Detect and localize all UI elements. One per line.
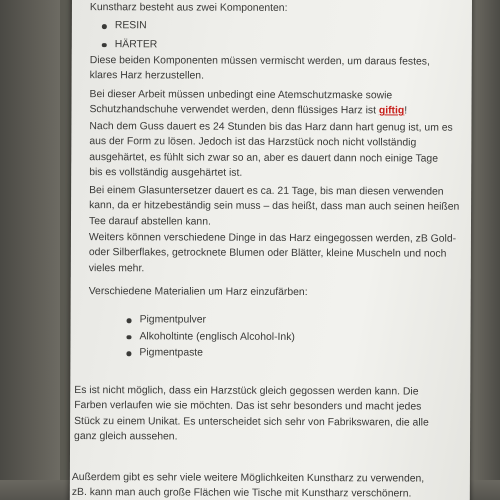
text-line: ganz gleich aussehen. <box>74 430 178 443</box>
text-segment: Schutzhandschuhe verwendet werden, denn flüssiges Harz ist <box>89 104 379 117</box>
text-segment: ! <box>404 105 408 117</box>
text-line: Stück zu einem Unikat. Es unterscheidet sich sehr von Fabrikswaren, die alle <box>74 415 429 429</box>
text-line: ausgehärtet, es fühlt sich zwar so an, aber es dauert dann noch einige Tage <box>89 151 439 165</box>
text-line: klares Harz herzustellen. <box>89 70 205 82</box>
list-item: HÄRTER <box>102 36 158 55</box>
paragraph-mixing <box>90 53 458 85</box>
text-line: Tee darauf abstellen kann. <box>88 215 211 228</box>
text-line: Farben verlaufen wie sie möchten. Das ist sehr besonders und macht jedes <box>74 400 422 413</box>
text-line: Bei einem Glasuntersetzer dauert es ca. 21 Tage, bis man diesen verwenden <box>89 185 444 198</box>
materials-list <box>126 312 295 362</box>
text-line: Außerdem gibt es sehr viele weitere Möglichkeiten Kunstharz zu verwenden, <box>71 472 425 485</box>
paper-sheet <box>70 0 472 500</box>
components-list <box>102 17 158 54</box>
text-line: oder Silberflakes, getrocknete Blumen oder Blätter, kleine Muscheln und noch <box>88 247 447 260</box>
text-line: aus der Form zu lösen. Jedoch ist das Harzstück noch nicht vollständig <box>89 136 417 149</box>
list-item: Pigmentpulver <box>127 312 295 329</box>
background-left <box>0 0 60 500</box>
paragraph-further-uses <box>72 470 440 500</box>
text-line: kann, da er hitzebeständig sein muss – das heißt, dass man auch seinen heißen <box>89 200 460 213</box>
text-line <box>89 102 457 119</box>
text-line: Es ist nicht möglich, dass ein Harzstück gleich gegossen werden kann. Die <box>74 385 419 398</box>
text-line: zB. kann man auch große Flächen wie Tische mit Kunstharz verschönern. <box>71 487 412 500</box>
paragraph-safety <box>89 87 457 119</box>
intro-text: Kunstharz besteht aus zwei Komponenten: <box>89 2 288 14</box>
list-item: Pigmentpaste <box>126 345 294 362</box>
paragraph-curing <box>89 119 457 182</box>
list-item: RESIN <box>102 17 158 36</box>
text-line: vieles mehr. <box>88 262 145 274</box>
text-line: Diese beiden Komponenten müssen vermischt werden, um daraus festes, <box>89 55 430 68</box>
list-item: Alkoholtinte (englisch Alcohol-Ink) <box>126 329 294 346</box>
paragraph-unique <box>74 383 442 446</box>
text-line: Nach dem Guss dauert es 24 Stunden bis das Harz dann hart genug ist, um es <box>89 121 453 134</box>
text-line: Weiters können verschiedene Dinge in das Harz eingegossen werden, zB Gold- <box>88 232 457 245</box>
paragraph-colorants-heading: Verschiedene Materialien um Harz einzufärben: <box>88 286 308 299</box>
text-line: bis es vollständig ausgehärtet ist. <box>89 166 243 179</box>
text-line: Bei dieser Arbeit müssen unbedingt eine Atemschutzmaske sowie <box>89 89 393 102</box>
warning-word: giftig <box>378 105 405 117</box>
paragraph-inclusions <box>89 230 457 277</box>
paragraph-coaster <box>88 183 460 230</box>
